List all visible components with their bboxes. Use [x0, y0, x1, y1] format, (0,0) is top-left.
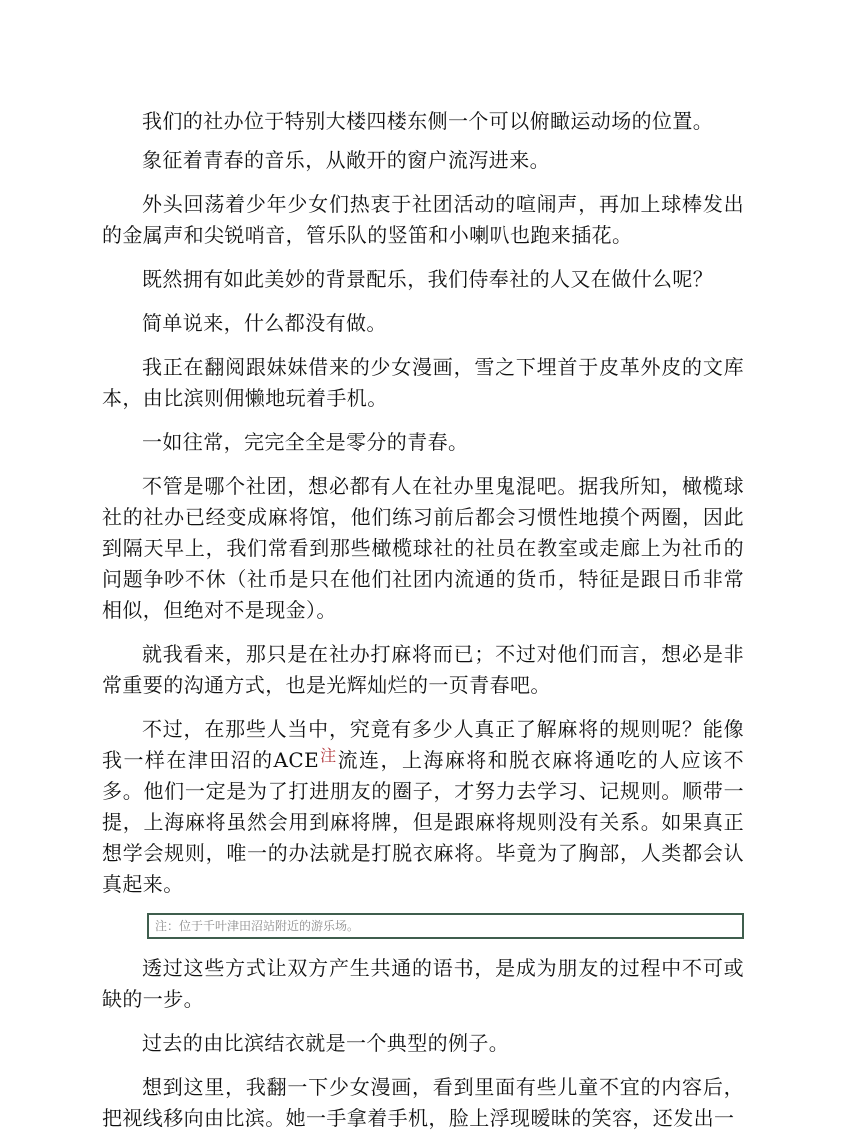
- paragraph-4: 既然拥有如此美妙的背景配乐，我们侍奉社的人又在做什么呢？: [142, 267, 714, 291]
- paragraph-annotated-text-start: 不过，在那些人当中，究竟有多少人真正了解麻将的规则呢？能像我一样在津田沼的ACE: [102, 717, 744, 772]
- paragraph-5: 简单说来，什么都没有做。: [142, 311, 387, 335]
- paragraph-3: 外头回荡着少年少女们热衷于社团活动的喧闹声，再加上球棒发出的金属声和尖锐哨音，管乐队的竖笛和小喇叭也跑来插花。: [102, 192, 744, 247]
- paragraph-13: 想到这里，我翻一下少女漫画，看到里面有些儿童不宜的内容后，把视线移向由比滨。她一手拿着手机，脸上浮现暧昧的笑容，还发出一: [102, 1075, 744, 1130]
- paragraph-12: 过去的由比滨结衣就是一个典型的例子。: [142, 1031, 510, 1055]
- paragraph-2: 象征着青春的音乐，从敞开的窗户流泻进来。: [142, 148, 550, 172]
- paragraph-annotated-text-end: 流连，上海麻将和脱衣麻将通吃的人应该不多。他们一定是为了打进朋友的圈子，才努力去学习、记规则。顺带一提，上海麻将虽然会用到麻将牌，但是跟麻将规则没有关系。如果真正想学会规则，唯一的办法就是打脱衣麻将。毕竟为了胸部，人类都会认真起来。: [102, 748, 745, 896]
- footnote-marker[interactable]: 注: [319, 746, 338, 765]
- paragraph-7: 一如往常，完完全全是零分的青春。: [142, 430, 469, 454]
- paragraph-annotated: [102, 714, 744, 900]
- paragraph-9: 就我看来，那只是在社办打麻将而已；不过对他们而言，想必是非常重要的沟通方式，也是光辉灿烂的一页青春吧。: [102, 642, 744, 697]
- paragraph-11: 透过这些方式让双方产生共通的语书，是成为朋友的过程中不可或缺的一步。: [102, 956, 744, 1011]
- footnote-box: 注：位于千叶津田沼站附近的游乐场。: [147, 913, 744, 939]
- paragraph-6: 我正在翻阅跟妹妹借来的少女漫画，雪之下埋首于皮革外皮的文库本，由比滨则佣懒地玩着手机。: [102, 355, 744, 410]
- document-page: [102, 106, 744, 1147]
- paragraph-8: 不管是哪个社团，想必都有人在社办里鬼混吧。据我所知，橄榄球社的社办已经变成麻将馆，他们练习前后都会习惯性地摸个两圈，因此到隔天早上，我们常看到那些橄榄球社的社员在教室或走廊上为社币的问题争吵不休（社币是只在他们社团内流通的货币，特征是跟日币非常相似，但绝对不是现金）。: [102, 474, 744, 622]
- paragraph-1: 我们的社办位于特别大楼四楼东侧一个可以俯瞰运动场的位置。: [142, 109, 714, 133]
